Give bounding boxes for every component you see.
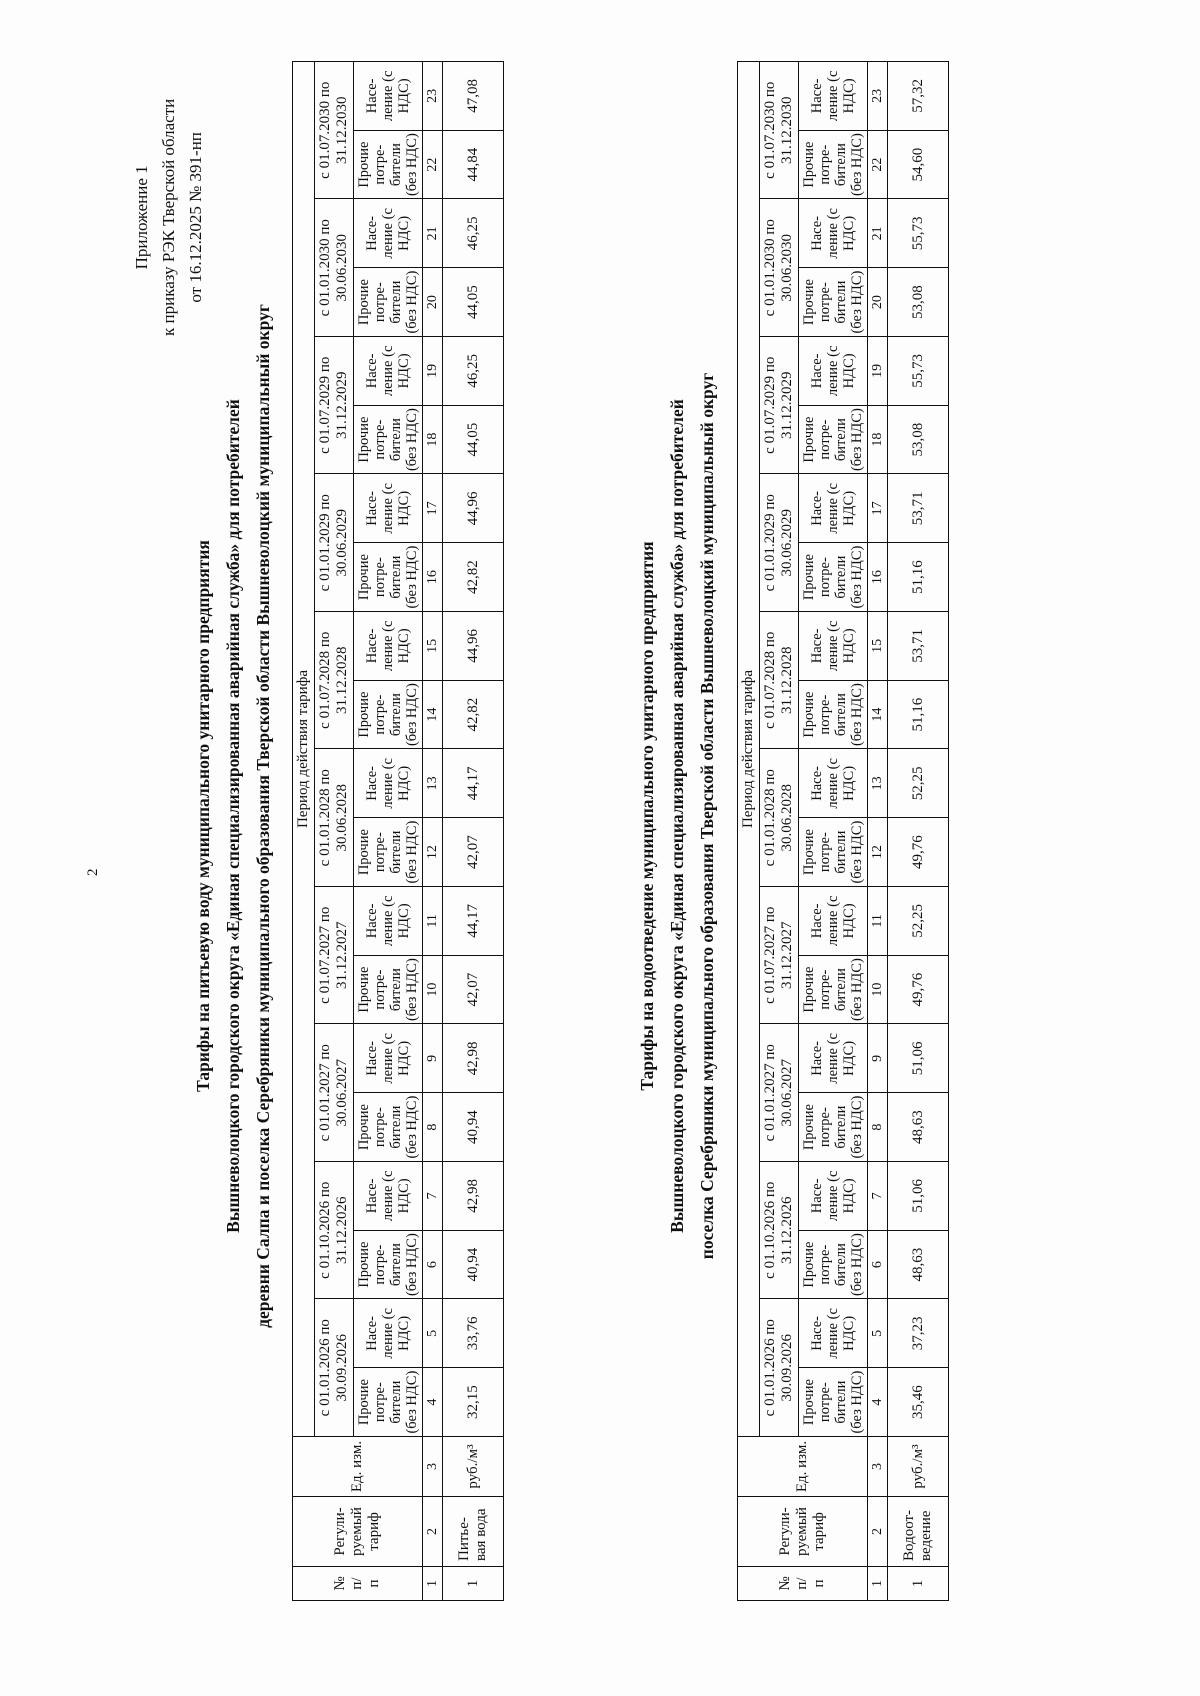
column-number: 12 <box>868 818 888 887</box>
appendix-line-2: к приказу РЭК Тверской области <box>159 98 178 336</box>
population-header: Насе-ление (с НДС) <box>354 474 423 543</box>
table1-title-line-2: Вышневолоцкого городского округа «Единая специализированная аварийная служба» для потребителей <box>223 399 243 1233</box>
tariff-type-header: Регули-руемый тариф <box>293 1497 423 1567</box>
row-number: 1 <box>443 1567 504 1601</box>
column-number: 9 <box>868 1024 888 1093</box>
tariff-value: 55,73 <box>888 199 949 268</box>
column-number: 15 <box>423 612 443 681</box>
other-consumers-header: Прочие потре-бители (без НДС) <box>354 955 423 1024</box>
period-range-header: с 01.01.2028 по 30.06.2028 <box>315 749 354 887</box>
column-number: 21 <box>423 199 443 268</box>
period-range-header: с 01.01.2030 по 30.06.2030 <box>315 199 354 337</box>
other-consumers-header: Прочие потре-бители (без НДС) <box>799 543 868 612</box>
appendix-line-3: от 16.12.2025 № 391-нп <box>186 132 205 303</box>
period-range-header: с 01.01.2026 по 30.09.2026 <box>760 1299 799 1437</box>
header-row-categories <box>799 62 868 1601</box>
tariff-value: 53,71 <box>888 474 949 543</box>
other-consumers-header: Прочие потре-бители (без НДС) <box>354 680 423 749</box>
column-number: 10 <box>868 955 888 1024</box>
table2-title-line-3: поселка Серебряники муниципального образования Тверской области Вышневолоцкий муниципальный округ <box>697 372 717 1260</box>
service-name: Водоот-ведение <box>888 1497 949 1567</box>
tariff-value: 44,96 <box>443 612 504 681</box>
period-range-header: с 01.01.2029 по 30.06.2029 <box>760 474 799 612</box>
column-number: 13 <box>423 749 443 818</box>
tariff-value: 49,76 <box>888 955 949 1024</box>
unit-cell: руб./м³ <box>888 1437 949 1497</box>
tariff-value: 57,32 <box>888 62 949 131</box>
column-number: 6 <box>868 1230 888 1299</box>
row-number: 1 <box>888 1567 949 1601</box>
period-range-header: с 01.07.2027 по 31.12.2027 <box>760 887 799 1025</box>
tariff-value: 53,08 <box>888 405 949 474</box>
tariff-value: 44,05 <box>443 405 504 474</box>
population-header: Насе-ление (с НДС) <box>799 887 868 956</box>
row-number-header <box>293 1567 423 1601</box>
tariff-value: 52,25 <box>888 887 949 956</box>
tariff-value: 51,16 <box>888 680 949 749</box>
population-header: Насе-ление (с НДС) <box>354 1024 423 1093</box>
column-number: 13 <box>868 749 888 818</box>
period-range-header: с 01.07.2028 по 31.12.2028 <box>760 612 799 750</box>
tariff-value: 48,63 <box>888 1093 949 1162</box>
tariff-value: 44,17 <box>443 749 504 818</box>
header-row-periods <box>760 62 799 1601</box>
column-number: 1 <box>423 1567 443 1601</box>
column-number: 14 <box>423 680 443 749</box>
column-number: 21 <box>868 199 888 268</box>
population-header: Насе-ление (с НДС) <box>354 199 423 268</box>
tariff-value: 35,46 <box>888 1368 949 1437</box>
table2-title <box>632 86 722 1546</box>
row-number-header <box>738 1567 868 1601</box>
other-consumers-header: Прочие потре-бители (без НДС) <box>354 405 423 474</box>
tariff-value: 44,17 <box>443 887 504 956</box>
period-range-header: с 01.01.2026 по 30.09.2026 <box>315 1299 354 1437</box>
population-header: Насе-ление (с НДС) <box>799 474 868 543</box>
column-number: 8 <box>868 1093 888 1162</box>
unit-header: Ед. изм. <box>293 1437 423 1497</box>
population-header: Насе-ление (с НДС) <box>354 1162 423 1231</box>
other-consumers-header: Прочие потре-бители (без НДС) <box>799 130 868 199</box>
table2-title-line-1: Тарифы на водоотведение муниципального унитарного предприятия <box>637 541 657 1091</box>
service-name: Питье-вая вода <box>443 1497 504 1567</box>
tariff-value: 52,25 <box>888 749 949 818</box>
column-number-row <box>423 62 443 1601</box>
table-row <box>443 62 504 1601</box>
column-number: 4 <box>868 1368 888 1437</box>
column-number: 19 <box>868 337 888 406</box>
other-consumers-header: Прочие потре-бители (без НДС) <box>799 405 868 474</box>
column-number: 7 <box>868 1162 888 1231</box>
other-consumers-header: Прочие потре-бители (без НДС) <box>354 1230 423 1299</box>
column-number: 3 <box>423 1437 443 1497</box>
table2-title-line-2: Вышневолоцкого городского округа «Единая специализированная аварийная служба» для потребителей <box>667 399 687 1233</box>
tariff-value: 33,76 <box>443 1299 504 1368</box>
tariff-value: 40,94 <box>443 1093 504 1162</box>
other-consumers-header: Прочие потре-бители (без НДС) <box>354 818 423 887</box>
column-number: 5 <box>423 1299 443 1368</box>
period-range-header: с 01.07.2030 по 31.12.2030 <box>760 62 799 200</box>
period-header: Период действия тарифа <box>293 62 315 1437</box>
period-range-header: с 01.01.2027 по 30.06.2027 <box>760 1024 799 1162</box>
period-range-header: с 01.01.2027 по 30.06.2027 <box>315 1024 354 1162</box>
period-range-header: с 01.07.2028 по 31.12.2028 <box>315 612 354 750</box>
header-row-1 <box>738 62 760 1601</box>
column-number: 4 <box>423 1368 443 1437</box>
column-number: 17 <box>423 474 443 543</box>
column-number: 14 <box>868 680 888 749</box>
period-range-header: с 01.01.2030 по 30.06.2030 <box>760 199 799 337</box>
other-consumers-header: Прочие потре-бители (без НДС) <box>799 1368 868 1437</box>
period-range-header: с 01.10.2026 по 31.12.2026 <box>315 1162 354 1300</box>
population-header: Насе-ление (с НДС) <box>799 62 868 131</box>
period-range-header: с 01.07.2029 по 31.12.2029 <box>315 337 354 475</box>
other-consumers-header: Прочие потре-бители (без НДС) <box>799 1093 868 1162</box>
population-header: Насе-ление (с НДС) <box>799 1162 868 1231</box>
column-number: 17 <box>868 474 888 543</box>
column-number: 20 <box>423 268 443 337</box>
tariff-value: 42,98 <box>443 1162 504 1231</box>
population-header: Насе-ление (с НДС) <box>354 62 423 131</box>
column-number: 6 <box>423 1230 443 1299</box>
column-number: 11 <box>423 887 443 956</box>
column-number: 3 <box>868 1437 888 1497</box>
tariff-value: 51,06 <box>888 1162 949 1231</box>
period-range-header: с 01.01.2028 по 30.06.2028 <box>760 749 799 887</box>
tariff-value: 47,08 <box>443 62 504 131</box>
column-number: 20 <box>868 268 888 337</box>
tariff-type-header: Регули-руемый тариф <box>738 1497 868 1567</box>
column-number: 8 <box>423 1093 443 1162</box>
population-header: Насе-ление (с НДС) <box>799 612 868 681</box>
column-number: 2 <box>423 1497 443 1567</box>
column-number: 22 <box>868 130 888 199</box>
column-number: 1 <box>868 1567 888 1601</box>
population-header: Насе-ление (с НДС) <box>799 749 868 818</box>
population-header: Насе-ление (с НДС) <box>354 337 423 406</box>
column-number: 18 <box>868 405 888 474</box>
tariff-value: 46,25 <box>443 199 504 268</box>
row-number-header-text: № <box>332 1576 348 1591</box>
column-number: 23 <box>868 62 888 131</box>
period-header: Период действия тарифа <box>738 62 760 1437</box>
tariff-value: 42,98 <box>443 1024 504 1093</box>
table1-title-line-3: деревни Салпа и поселка Серебряники муниципального образования Тверской области Вышневолоцкий муниципальный округ <box>253 304 273 1328</box>
population-header: Насе-ление (с НДС) <box>354 887 423 956</box>
period-range-header: с 01.10.2026 по 31.12.2026 <box>760 1162 799 1300</box>
column-number: 16 <box>868 543 888 612</box>
unit-cell: руб./м³ <box>443 1437 504 1497</box>
unit-header: Ед. изм. <box>738 1437 868 1497</box>
column-number: 18 <box>423 405 443 474</box>
column-number: 12 <box>423 818 443 887</box>
population-header: Насе-ление (с НДС) <box>799 1299 868 1368</box>
period-range-header: с 01.07.2029 по 31.12.2029 <box>760 337 799 475</box>
appendix-line-1: Приложение 1 <box>132 165 151 270</box>
other-consumers-header: Прочие потре-бители (без НДС) <box>799 818 868 887</box>
other-consumers-header: Прочие потре-бители (без НДС) <box>354 543 423 612</box>
column-number: 23 <box>423 62 443 131</box>
column-number: 11 <box>868 887 888 956</box>
other-consumers-header: Прочие потре-бители (без НДС) <box>799 680 868 749</box>
row-number-header-text: п <box>366 1579 382 1588</box>
population-header: Насе-ление (с НДС) <box>799 1024 868 1093</box>
tariff-value: 44,05 <box>443 268 504 337</box>
table1-title <box>188 86 278 1546</box>
row-number-header-text: п/ <box>794 1577 810 1590</box>
other-consumers-header: Прочие потре-бители (без НДС) <box>799 268 868 337</box>
column-number: 5 <box>868 1299 888 1368</box>
tariff-value: 42,82 <box>443 543 504 612</box>
period-range-header: с 01.07.2030 по 31.12.2030 <box>315 62 354 200</box>
tariff-value: 55,73 <box>888 337 949 406</box>
other-consumers-header: Прочие потре-бители (без НДС) <box>354 1093 423 1162</box>
tariff-value: 48,63 <box>888 1230 949 1299</box>
tariff-value: 49,76 <box>888 818 949 887</box>
population-header: Насе-ление (с НДС) <box>354 1299 423 1368</box>
column-number: 10 <box>423 955 443 1024</box>
period-range-header: с 01.01.2029 по 30.06.2029 <box>315 474 354 612</box>
tariff-value: 42,07 <box>443 818 504 887</box>
other-consumers-header: Прочие потре-бители (без НДС) <box>354 1368 423 1437</box>
drinking-water-tariff-table <box>292 61 504 1601</box>
row-number-header-text: № <box>777 1576 793 1591</box>
other-consumers-header: Прочие потре-бители (без НДС) <box>354 268 423 337</box>
column-number-row <box>868 62 888 1601</box>
column-number: 15 <box>868 612 888 681</box>
header-row-periods <box>315 62 354 1601</box>
row-number-header-text: п/ <box>349 1577 365 1590</box>
tariff-value: 42,82 <box>443 680 504 749</box>
header-row-1 <box>293 62 315 1601</box>
other-consumers-header: Прочие потре-бители (без НДС) <box>799 955 868 1024</box>
tariff-value: 51,16 <box>888 543 949 612</box>
column-number: 16 <box>423 543 443 612</box>
header-row-categories <box>354 62 423 1601</box>
tariff-value: 53,71 <box>888 612 949 681</box>
tariff-value: 42,07 <box>443 955 504 1024</box>
population-header: Насе-ление (с НДС) <box>799 337 868 406</box>
other-consumers-header: Прочие потре-бители (без НДС) <box>354 130 423 199</box>
table-row <box>888 62 949 1601</box>
tariff-value: 37,23 <box>888 1299 949 1368</box>
column-number: 2 <box>868 1497 888 1567</box>
population-header: Насе-ление (с НДС) <box>354 612 423 681</box>
other-consumers-header: Прочие потре-бители (без НДС) <box>799 1230 868 1299</box>
tariff-value: 44,84 <box>443 130 504 199</box>
tariff-value: 40,94 <box>443 1230 504 1299</box>
table1-title-line-1: Тарифы на питьевую воду муниципального унитарного предприятия <box>193 540 213 1092</box>
column-number: 19 <box>423 337 443 406</box>
tariff-value: 46,25 <box>443 337 504 406</box>
period-range-header: с 01.07.2027 по 31.12.2027 <box>315 887 354 1025</box>
column-number: 7 <box>423 1162 443 1231</box>
tariff-value: 32,15 <box>443 1368 504 1437</box>
row-number-header-text: п <box>811 1579 827 1588</box>
column-number: 22 <box>423 130 443 199</box>
population-header: Насе-ление (с НДС) <box>354 749 423 818</box>
wastewater-tariff-table <box>737 61 949 1601</box>
tariff-value: 44,96 <box>443 474 504 543</box>
population-header: Насе-ление (с НДС) <box>799 199 868 268</box>
page-number: 2 <box>85 868 101 876</box>
tariff-value: 53,08 <box>888 268 949 337</box>
tariff-value: 54,60 <box>888 130 949 199</box>
tariff-value: 51,06 <box>888 1024 949 1093</box>
column-number: 9 <box>423 1024 443 1093</box>
